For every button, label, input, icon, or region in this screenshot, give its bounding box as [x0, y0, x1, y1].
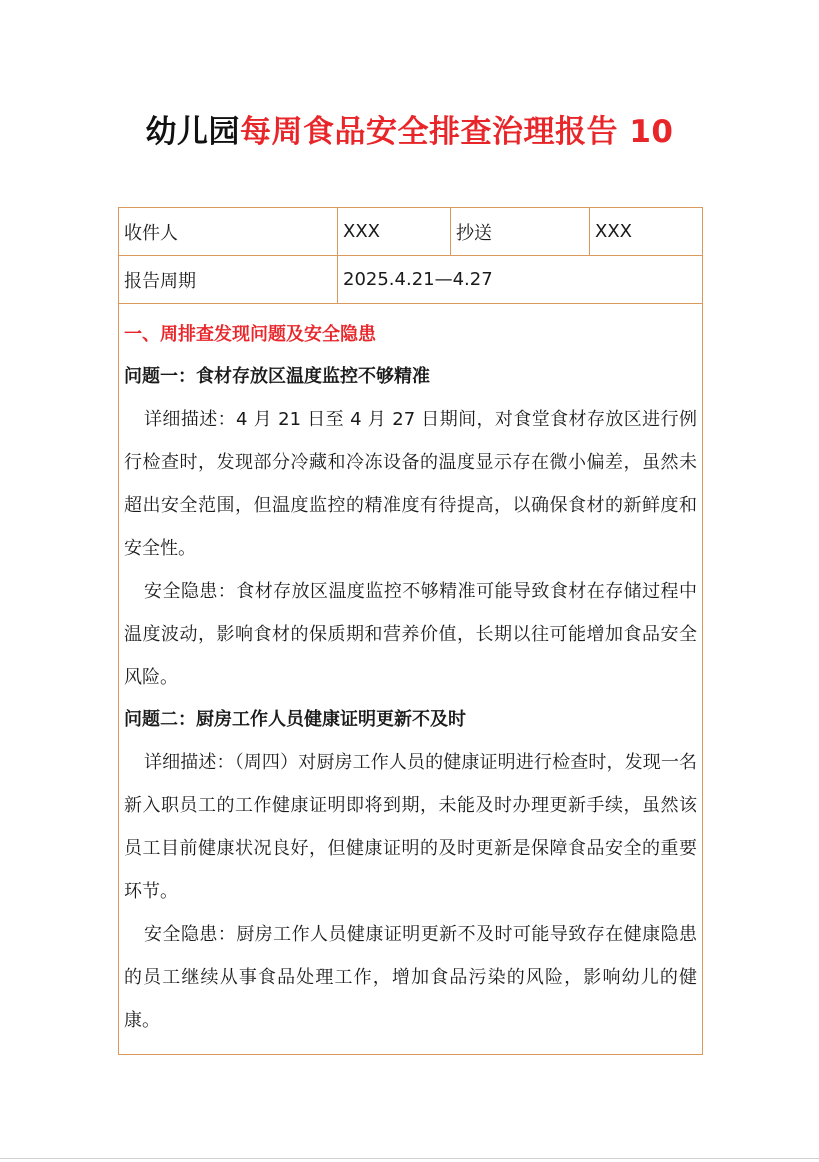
period-row	[119, 256, 703, 304]
report-table	[118, 207, 703, 1055]
content-row	[119, 304, 703, 1055]
content-cell	[119, 304, 703, 1055]
recipient-value: XXX	[338, 208, 451, 256]
title-prefix: 幼儿园	[145, 114, 241, 150]
problem-1-hazard: 安全隐患：食材存放区温度监控不够精准可能导致食材在存储过程中温度波动，影响食材的保质期和营养价值，长期以往可能增加食品安全风险。	[124, 581, 697, 688]
recipient-row	[119, 208, 703, 256]
recipient-label: 收件人	[119, 208, 338, 256]
period-label: 报告周期	[119, 256, 338, 304]
problem-2-description: 详细描述：（周四）对厨房工作人员的健康证明进行检查时，发现一名新入职员工的工作健康证明即将到期，未能及时办理更新手续，虽然该员工目前健康状况良好，但健康证明的及时更新是保障食品安全的重要环节。	[124, 752, 697, 902]
problem-1-title: 问题一：食材存放区温度监控不够精准	[124, 366, 430, 387]
page-title	[0, 108, 819, 156]
cc-value: XXX	[590, 208, 703, 256]
section-heading: 一、周排查发现问题及安全隐患	[124, 324, 376, 345]
problem-2-title: 问题二：厨房工作人员健康证明更新不及时	[124, 709, 466, 730]
period-value: 2025.4.21—4.27	[338, 256, 703, 304]
title-main: 每周食品安全排查治理报告 10	[240, 114, 674, 150]
page-bottom-divider	[0, 1158, 819, 1159]
problem-2-hazard: 安全隐患：厨房工作人员健康证明更新不及时可能导致存在健康隐患的员工继续从事食品处理工作，增加食品污染的风险，影响幼儿的健康。	[124, 924, 697, 1031]
problem-1-description: 详细描述：4 月 21 日至 4 月 27 日期间，对食堂食材存放区进行例行检查时，发现部分冷藏和冷冻设备的温度显示存在微小偏差，虽然未超出安全范围，但温度监控的精准度有待提高，以确保食材的新鲜度和安全性。	[124, 409, 697, 559]
cc-label: 抄送	[451, 208, 590, 256]
